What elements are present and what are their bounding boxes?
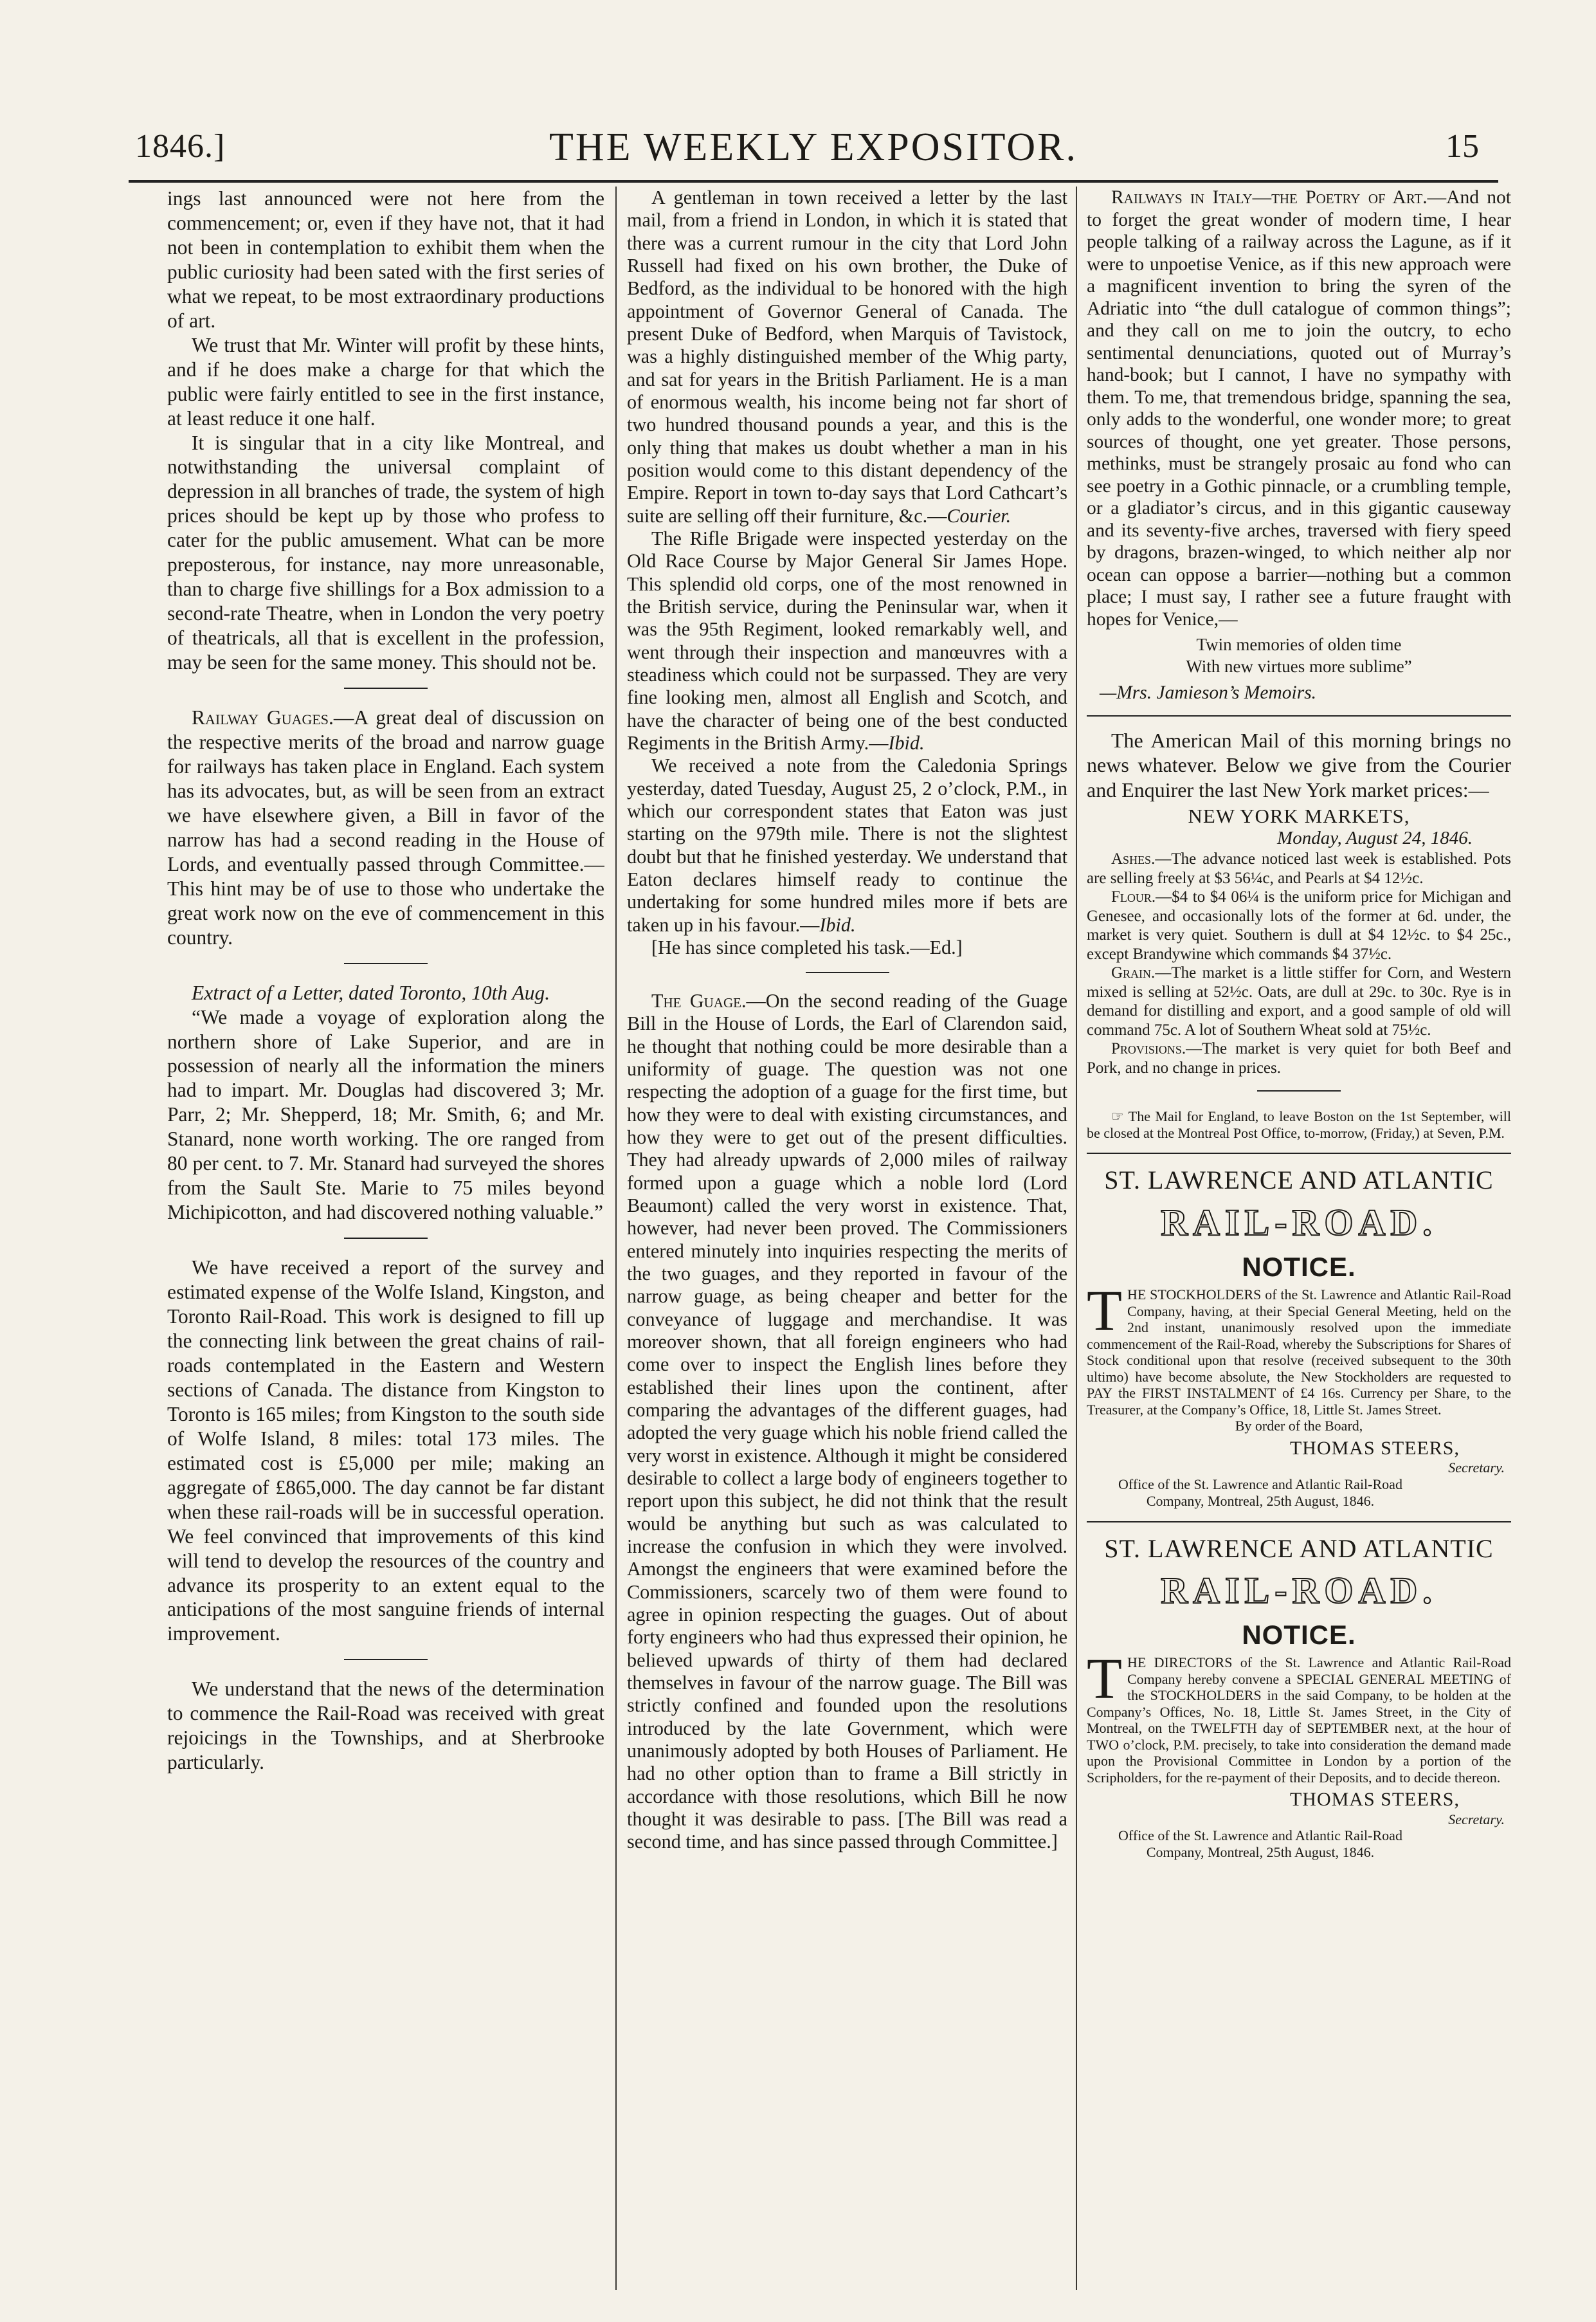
market-text: —$4 to $4 06¼ is the uniform price for Michigan and Genesee, and occasionally lots of the former at 6d. under, the market is very quiet. Southern is dull at $4 12½c. to $4 25c., except Brandywine which commands $4 37½c. [1087, 888, 1511, 963]
market-flour [1087, 888, 1511, 964]
market-lead: Flour. [1111, 888, 1156, 906]
ad-signer: THOMAS STEERS, [1289, 1437, 1460, 1459]
article-paragraph: ings last announced were not here from the commencement; or, even if they have not, that it had not been in contemplation to exhibit them when the public curiosity had been sated with the first series of what we repeat, to be most extraordinary productions of art. [167, 187, 604, 332]
article-paragraph: We have received a report of the survey and estimated expense of the Wolfe Island, Kingston, and Toronto Rail-Road. This work is designed to fill up the connecting link between the great chains of rail-roads contemplated in the Eastern and Western sections of Canada. The distance from Kingston to Toronto is 165 miles; from Kingston to the south side of Wolfe Island, 8 miles: total 173 miles. The estimated cost is £5,000 per mile; making an aggregate of £865,000. The day cannot be far distant when these rail-roads will be in successful operation. We feel convinced that improvements of this kind will tend to develop the resources of the country and advance its prosperity to an extent equal to the anticipations of the most sanguine friends of internal improvement. [167, 1256, 604, 1645]
markets-heading: NEW YORK MARKETS, [1188, 805, 1410, 828]
section-rule [1087, 1153, 1511, 1154]
editor-note: [He has since completed his task.—Ed.] [651, 936, 963, 958]
extract-heading: Extract of a Letter, dated Toronto, 10th Aug. [192, 981, 550, 1004]
article-paragraph: We understand that the news of the determination to commence the Rail-Road was received with great rejoicings in the Townships, and at Sherbrooke particularly. [167, 1678, 604, 1774]
ad-heading: ST. LAWRENCE AND ATLANTIC [1104, 1533, 1494, 1563]
article-text: —A great deal of discussion on the respective merits of the broad and narrow guage for railways has taken place in England. Each system has its advocates, but, as will be seen from an extract we have elsewhere given, a Bill in favor of the narrow has had a second reading in the House of Lords, and eventually passed through Committee.—This hint may be of use to those who undertake the great work now on the eve of commencement in this country. [167, 706, 604, 949]
article-railways-italy [1087, 187, 1511, 630]
article-text: —And not to forget the great wonder of modern time, I hear people talking of a railway across the Lagune, as if it were to unpoetise Venice, as if this new approach were a magnificent invention to bring the syren of the Adriatic into “the dull catalogue of common things”; and they call on me to join the outcry, to echo sentimental denunciations, quoted out of Murray’s hand-book; but I cannot, I have no sympathy with them. To me, that tremendous bridge, spanning the sea, only adds to the wonderful, one wonder more; to great sources of thought, one yet greater. Those persons, methinks, must be strangely prosaic au fond who can see poetry in a Gothic pinnacle, or a crumbling temple, or a gladiator’s circus, and in this gigantic causeway and its seventy-five arches, traversed with fiery speed by dragons, brazen-winged, to which neither alp nor ocean can oppose a barrier—nothing but a common place; I must say, I rather see a future fraught with hopes for Venice,— [1087, 187, 1511, 630]
column-divider [1076, 187, 1077, 2290]
market-ashes [1087, 850, 1511, 888]
market-lead: Provisions. [1111, 1040, 1186, 1058]
ad-by-order: By order of the Board, [1235, 1418, 1363, 1434]
article-paragraph [627, 527, 1067, 754]
section-rule [344, 1238, 428, 1239]
section-rule [344, 1659, 428, 1660]
section-rule [1087, 1521, 1511, 1522]
column-left [167, 187, 604, 2290]
article-source: Courier. [947, 504, 1011, 527]
ad-railroad-title: RAIL-ROAD. [1161, 1569, 1437, 1612]
ad-signer-title: Secretary. [1448, 1811, 1505, 1827]
advertisement-stockholders [1087, 1166, 1511, 1509]
ad-signer-title: Secretary. [1448, 1459, 1505, 1476]
section-rule [344, 963, 428, 964]
page-number: 15 [1446, 128, 1479, 165]
poem-line: Twin memories of olden time [1196, 635, 1402, 654]
ad-office: Office of the St. Lawrence and Atlantic Rail-Road Company, Montreal, 25th August, 1846. [1118, 1827, 1402, 1861]
article-paragraph [627, 187, 1067, 527]
article-lead: Railway Guages. [192, 706, 334, 729]
advertisement-directors [1087, 1534, 1511, 1861]
poem-source: —Mrs. Jamieson’s Memoirs. [1100, 682, 1317, 703]
article-paragraph: The American Mail of this morning brings no news whatever. Below we give from the Courier and Enquirer the last New York market prices:— [1087, 729, 1511, 801]
column-divider [615, 187, 617, 2290]
market-text: —The market is a little stiffer for Corn, and Western mixed is selling at 52½c. Oats, are dull at 29c. to 30c. Rye is in demand for distilling and export, and a good sample of old will command 75c. A lot of Southern Wheat sold at 75½c. [1087, 964, 1511, 1039]
market-lead: Ashes. [1111, 850, 1156, 868]
article-railway-guages [167, 706, 604, 950]
article-paragraph: “We made a voyage of exploration along the northern shore of Lake Superior, and are in possession of nearly all the information the miners had to impart. Mr. Douglas had discovered 3; Mr. Parr, 2; Mr. Shepperd, 18; Mr. Smith, 6; and Mr. Stanard, none worth working. The ore ranged from 80 per cent. to 7. Mr. Stanard had surveyed the shores from the Sault Ste. Marie to 75 miles beyond Michipicotton, and had discovered nothing valuable.” [167, 1005, 604, 1224]
ad-body [1087, 1647, 1511, 1786]
issue-year: 1846.] [135, 128, 226, 165]
ad-body [1087, 1279, 1511, 1418]
ad-text: HE DIRECTORS of the St. Lawrence and Atlantic Rail-Road Company hereby convene a SPECIAL GENERAL MEETING of the STOCKHOLDERS in the said Company, to be holden at the Company’s Offices, No. 18, Little St. James Street, in the City of Montreal, on the TWELFTH day of SEPTEMBER next, at the hour of TWO o’clock, P.M. precisely, to take into consideration the demand made upon the Provisional Committee in London by a portion of the Scripholders, for the re-payment of their Deposits, and to decide thereon. [1087, 1654, 1511, 1786]
market-text: —The market is very quiet for both Beef and Pork, and no change in prices. [1087, 1040, 1511, 1077]
mail-notice: ☞ The Mail for England, to leave Boston on the 1st September, will be closed at the Montreal Post Office, to-morrow, (Friday,) at Seven, P.M. [1087, 1108, 1511, 1141]
ad-heading: ST. LAWRENCE AND ATLANTIC [1104, 1166, 1494, 1195]
article-paragraph: We trust that Mr. Winter will profit by these hints, and if he does make a charge for that which the public were fairly entitled to see in the first instance, at least reduce it one half. [167, 333, 604, 430]
ad-railroad-title: RAIL-ROAD. [1161, 1202, 1437, 1244]
drop-cap: T [1087, 1279, 1122, 1344]
article-paragraph [627, 754, 1067, 937]
article-text: —On the second reading of the Guage Bill in the House of Lords, the Earl of Clarendon said, he thought that nothing could be more desirable than a uniformity of guage. The question was not one respecting the adoption of a guage for the first time, but how they were to deal with existing circumstances, and how they were to get out of the present difficulties. They had already upwards of 2,000 miles of railway formed upon a guage which a noble lord (Lord Beaumont) called the very worst in existence. That, however, had never been proved. The Commissioners entered minutely into inquiries respecting the merits of the two guages, and they reported in favour of the narrow guage, as being cheaper and better for the conveyance of luggage and merchandise. It was moreover shown, that all foreign engineers who had come over to inspect the English lines before they established their lines upon the continent, after comparing the advantages of the different guages, had adopted the very guage which his noble friend called the very worst in existence. Although it might be considered desirable to collect a large body of engineers together to report upon this subject, he did not think that the result would be anything but such as was calculated to increase the confusion in which they were involved. Amongst the engineers that were examined before the Commissioners, scarcely two of them were found to agree in opinion respecting the guages. Out of about forty engineers who had thus expressed their opinion, he believed upwards of thirty of them had declared themselves in favour of the narrow guage. The Bill was strictly confined and founded upon the resolutions introduced by the late Government, which were unanimously adopted by both Houses of Parliament. He had no other option than to frame a Bill strictly in accordance with those resolutions, which Bill he now thought it was desirable to pass. [The Bill was read a second time, and has since passed through Committee.] [627, 990, 1067, 1853]
ad-notice-title: NOTICE. [1242, 1620, 1356, 1650]
poem-quote [1087, 634, 1511, 678]
poem-line: With new virtues more sublime” [1186, 656, 1412, 676]
section-rule [1257, 1090, 1341, 1092]
market-grain [1087, 964, 1511, 1039]
section-rule [1087, 715, 1511, 717]
article-text: A gentleman in town received a letter by the last mail, from a friend in London, in which it is stated that there was a current rumour in the city that Lord John Russell had fixed on his own brother, the Duke of Bedford, as the individual to be honored with the high appointment of Governor General of Canada. The present Duke of Bedford, when Marquis of Tavistock, was a highly distinguished member of the Whig party, and sat for years in the British Parliament. He is a man of enormous wealth, his income being not far short of two hundred thousand pounds a year, and this is the only thing that makes us doubt whether a man in his position would come to this distant dependency of the Empire. Report in town to-day says that Lord Cathcart’s suite are selling off their furniture, &c.— [627, 187, 1067, 527]
article-source: Ibid. [888, 731, 925, 754]
market-text: —The advance noticed last week is established. Pots are selling freely at $3 56¼c, and Pearls at $4 12½c. [1087, 850, 1511, 887]
section-rule [344, 688, 428, 689]
column-middle [627, 187, 1067, 2290]
column-right [1087, 187, 1511, 2290]
article-the-guage [627, 990, 1067, 1853]
article-text: The Rifle Brigade were inspected yesterday on the Old Race Course by Major General Sir James Hope. This splendid old corps, one of the most renowned in the British service, during the Peninsular war, when it was the 95th Regiment, looked remarkably well, and went through their inspection and manœuvres with a steadiness which could not be surpassed. They are very fine looking men, almost all English and Scotch, and have the character of being one of the best conducted Regiments in the British Army.— [627, 527, 1067, 754]
market-lead: Grain. [1111, 964, 1156, 982]
ad-signer: THOMAS STEERS, [1289, 1789, 1460, 1811]
ad-text: HE STOCKHOLDERS of the St. Lawrence and Atlantic Rail-Road Company, having, at their Special General Meeting, held on the 2nd instant, unanimously resolved upon the immediate commencement of the Rail-Road, whereby the Subscriptions for Shares of Stock conditional upon that resolve (received subsequent to the 30th ultimo) have become absolute, the New Stockholders are requested to PAY the FIRST INSTALMENT of £4 16s. Currency per Share, to the Treasurer, at the Company’s Office, 18, Little St. James Street. [1087, 1286, 1511, 1418]
newspaper-title: THE WEEKLY EXPOSITOR. [549, 125, 1078, 169]
article-text: We received a note from the Caledonia Springs yesterday, dated Tuesday, August 25, 2 o’clock, P.M., in which our correspondent states that Eaton was just starting on the 979th mile. There is not the slightest doubt but that he finished yesterday. We understand that Eaton declares himself ready to continue the undertaking for some hundred miles more if bets are taken up in his favour.— [627, 754, 1067, 936]
article-source: Ibid. [819, 913, 856, 936]
market-provisions [1087, 1039, 1511, 1077]
article-lead: The Guage. [651, 990, 747, 1012]
ad-notice-title: NOTICE. [1242, 1252, 1356, 1283]
ad-office: Office of the St. Lawrence and Atlantic Rail-Road Company, Montreal, 25th August, 1846. [1118, 1476, 1402, 1509]
markets-date: Monday, August 24, 1846. [1277, 828, 1473, 849]
article-paragraph: It is singular that in a city like Montreal, and notwithstanding the universal complaint of depression in all branches of trade, the system of high prices should be kept up by those who profess to cater for the public amusement. What can be more preposterous, for instance, nay more unreasonable, than to charge five shillings for a Box admission to a second-rate Theatre, when in London the very poetry of theatricals, all that is excellent in the profession, may be seen for the same money. This should not be. [167, 431, 604, 674]
drop-cap: T [1087, 1647, 1122, 1712]
article-lead: Railways in Italy—the Poetry of Art. [1111, 187, 1428, 208]
section-rule [806, 972, 889, 973]
masthead [129, 122, 1498, 183]
